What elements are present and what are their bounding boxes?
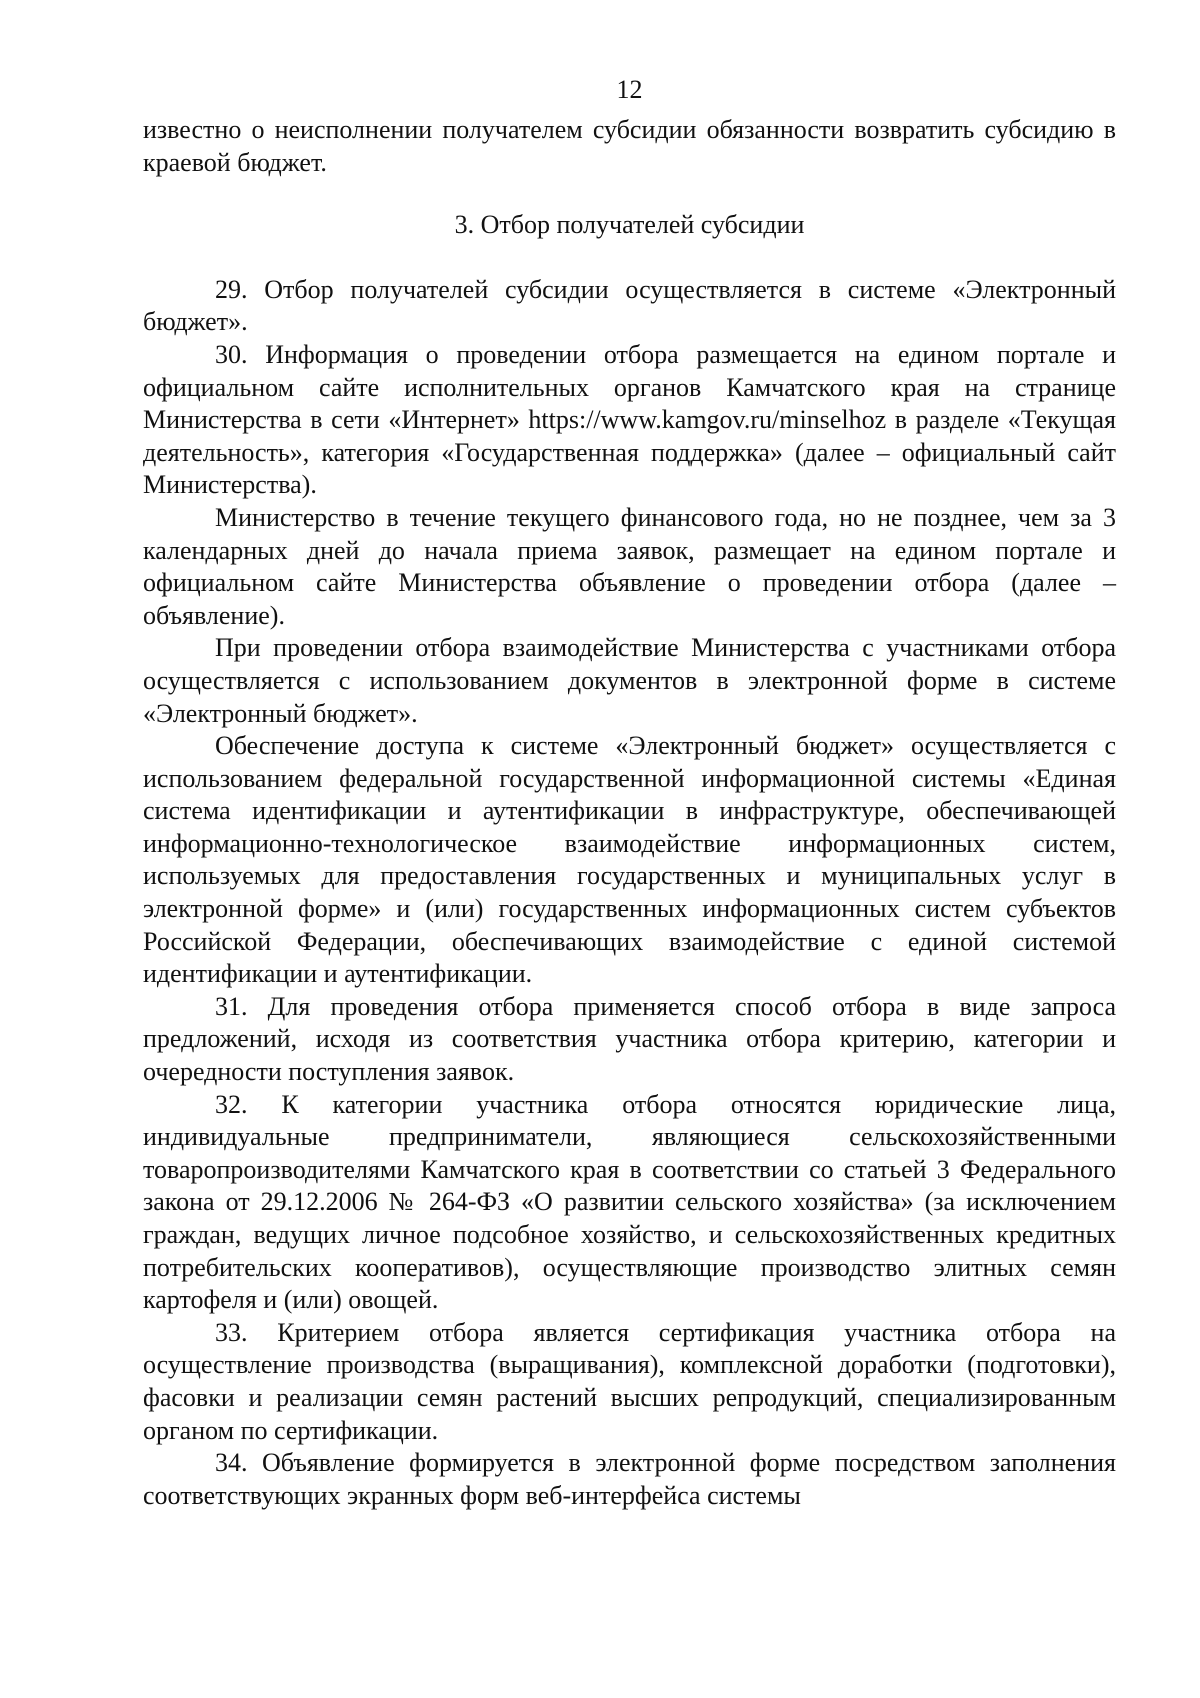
- paragraph-30-interaction: При проведении отбора взаимодействие Министерства с участниками отбора осуществляется с использованием документов в электронной форме в системе «Электронный бюджет».: [143, 633, 1116, 728]
- paragraph-30-access: Обеспечение доступа к системе «Электронный бюджет» осуществляется с использованием федеральной государственной информационной системы «Единая система идентификации и аутентификации в инфраструктуре, обеспечивающей информационно-технологическое взаимодействие информационных систем, используемых для предоставления государственных и муниципальных услуг в электронной форме» и (или) государственных информационных систем субъектов Российской Федерации, обеспечивающих взаимодействие с единой системой идентификации и аутентификации.: [143, 731, 1116, 989]
- continuation-paragraph: известно о неисполнении получателем субсидии обязанности возвратить субсидию в краевой бюджет.: [143, 115, 1116, 177]
- section-heading: 3. Отбор получателей субсидии: [454, 210, 805, 240]
- paragraph-29: 29. Отбор получателей субсидии осуществляется в системе «Электронный бюджет».: [143, 274, 1116, 337]
- paragraph-33: 33. Критерием отбора является сертификация участника отбора на осуществление производства (выращивания), комплексной доработки (подготовки), фасовки и реализации семян растений высших репродукций, специализированным органом по сертификации.: [143, 1317, 1116, 1445]
- document-page: [143, 72, 1116, 1512]
- paragraph-32: 32. К категории участника отбора относятся юридические лица, индивидуальные предприниматели, являющиеся сельскохозяйственными товаропроизводителями Камчатского края в соответствии со статьей 3 Федерального закона от 29.12.2006 № 264-ФЗ «О развитии сельского хозяйства» (за исключением граждан, ведущих личное подсобное хозяйство, и сельскохозяйственных кредитных потребительских кооперативов), осуществляющие производство элитных семян картофеля и (или) овощей.: [143, 1089, 1116, 1315]
- paragraph-30: 30. Информация о проведении отбора размещается на едином портале и официальном сайте исполнительных органов Камчатского края на странице Министерства в сети «Интернет» https://www.kamgov.ru/minselhoz в разделе «Текущая деятельность», категория «Государственная поддержка» (далее – официальный сайт Министерства).: [143, 339, 1116, 500]
- paragraph-30-announcement: Министерство в течение текущего финансового года, но не позднее, чем за 3 календарных дней до начала приема заявок, размещает на едином портале и официальном сайте Министерства объявление о проведении отбора (далее – объявление).: [143, 502, 1116, 630]
- paragraph-34: 34. Объявление формируется в электронной форме посредством заполнения соответствующих экранных форм веб-интерфейса системы: [143, 1448, 1116, 1510]
- page-number: 12: [616, 75, 643, 104]
- paragraph-31: 31. Для проведения отбора применяется способ отбора в виде запроса предложений, исходя из соответствия участника отбора критерию, категории и очередности поступления заявок.: [143, 991, 1116, 1087]
